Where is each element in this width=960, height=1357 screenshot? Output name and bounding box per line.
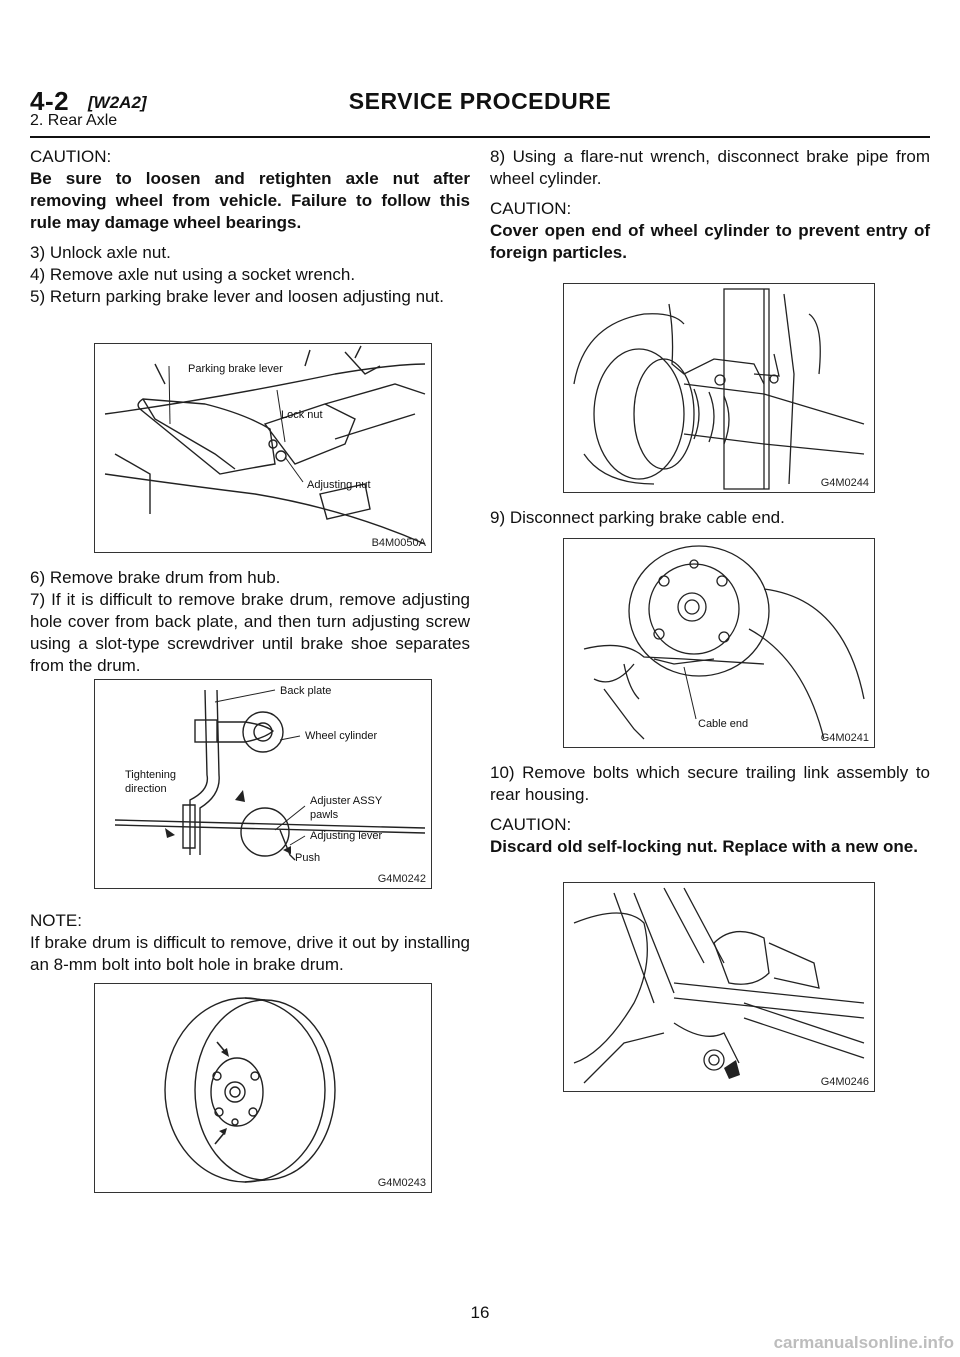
- step-10: 10) Remove bolts which secure trailing link assembly to rear housing.: [490, 763, 930, 804]
- trailing-link-illustration: [564, 883, 874, 1091]
- figure-adjuster: [94, 679, 432, 889]
- label-cable-end: Cable end: [698, 718, 749, 730]
- caution-text: Cover open end of wheel cylinder to prevent entry of foreign particles.: [490, 221, 930, 262]
- label-adjusting-nut: Adjusting nut: [307, 479, 371, 491]
- figure-code: B4M0050A: [371, 537, 426, 549]
- page-subtitle: 2. Rear Axle: [30, 112, 118, 129]
- label-direction: direction: [125, 783, 167, 795]
- step-5: 5) Return parking brake lever and loosen adjusting nut.: [30, 287, 444, 306]
- figure-code: G4M0244: [820, 477, 869, 489]
- page-header: [30, 86, 930, 138]
- step-4: 4) Remove axle nut using a socket wrench.: [30, 265, 356, 284]
- right-column-mid: [490, 507, 930, 529]
- label-adjuster-assy: Adjuster ASSY: [310, 795, 383, 807]
- note-label: NOTE:: [30, 911, 82, 930]
- figure-cable-end: [563, 538, 875, 748]
- left-column-top: [30, 146, 470, 308]
- figure-code: G4M0243: [377, 1177, 426, 1189]
- label-adjusting-lever: Adjusting lever: [310, 830, 383, 842]
- adjuster-illustration: [95, 680, 431, 888]
- right-column-bottom: [490, 762, 930, 858]
- wheel-cylinder-illustration: [564, 284, 874, 492]
- step-9: 9) Disconnect parking brake cable end.: [490, 508, 785, 527]
- page-number: 16: [470, 1303, 490, 1322]
- cable-end-illustration: [564, 539, 874, 747]
- left-column-note: [30, 910, 470, 976]
- left-column-mid: [30, 567, 470, 677]
- figure-parking-brake: [94, 343, 432, 553]
- page-title: SERVICE PROCEDURE: [348, 88, 612, 114]
- figure-code: G4M0242: [377, 873, 426, 885]
- brake-drum-illustration: [95, 984, 431, 1192]
- label-tightening: Tightening: [125, 769, 176, 781]
- section-number: 4-2: [30, 86, 70, 116]
- label-back-plate: Back plate: [280, 685, 332, 697]
- step-6: 6) Remove brake drum from hub.: [30, 568, 281, 587]
- label-pawls: pawls: [310, 809, 339, 821]
- note-text: If brake drum is difficult to remove, drive it out by installing an 8-mm bolt into bolt hole in brake drum.: [30, 933, 470, 974]
- step-7: 7) If it is difficult to remove brake drum, remove adjusting hole cover from back plate, and then turn adjusting screw using a slot-type screwdriver until brake shoe separates from the drum.: [30, 590, 470, 675]
- label-lock-nut: Lock nut: [281, 409, 323, 421]
- figure-code: G4M0241: [820, 732, 869, 744]
- watermark: carmanualsonline.info: [773, 1333, 954, 1352]
- label-parking-brake-lever: Parking brake lever: [188, 363, 283, 375]
- figure-wheel-cylinder: [563, 283, 875, 493]
- right-column-top: [490, 146, 930, 264]
- figure-brake-drum: [94, 983, 432, 1193]
- label-wheel-cylinder: Wheel cylinder: [305, 730, 378, 742]
- figure-trailing-link: [563, 882, 875, 1092]
- caution-label: CAUTION:: [490, 199, 572, 218]
- caution-text: Be sure to loosen and retighten axle nut after removing wheel from vehicle. Failure to follow this rule may damage wheel bearings.: [30, 169, 470, 232]
- parking-brake-illustration: [95, 344, 431, 552]
- label-push: Push: [295, 852, 321, 864]
- step-3: 3) Unlock axle nut.: [30, 243, 171, 262]
- caution-label: CAUTION:: [30, 147, 112, 166]
- figure-code: G4M0246: [820, 1076, 869, 1088]
- header-rule: [30, 136, 930, 138]
- caution-text: Discard old self-locking nut. Replace with a new one.: [490, 837, 918, 856]
- step-8: 8) Using a flare-nut wrench, disconnect brake pipe from wheel cylinder.: [490, 147, 930, 188]
- caution-label: CAUTION:: [490, 815, 572, 834]
- section-code: [W2A2]: [88, 93, 147, 112]
